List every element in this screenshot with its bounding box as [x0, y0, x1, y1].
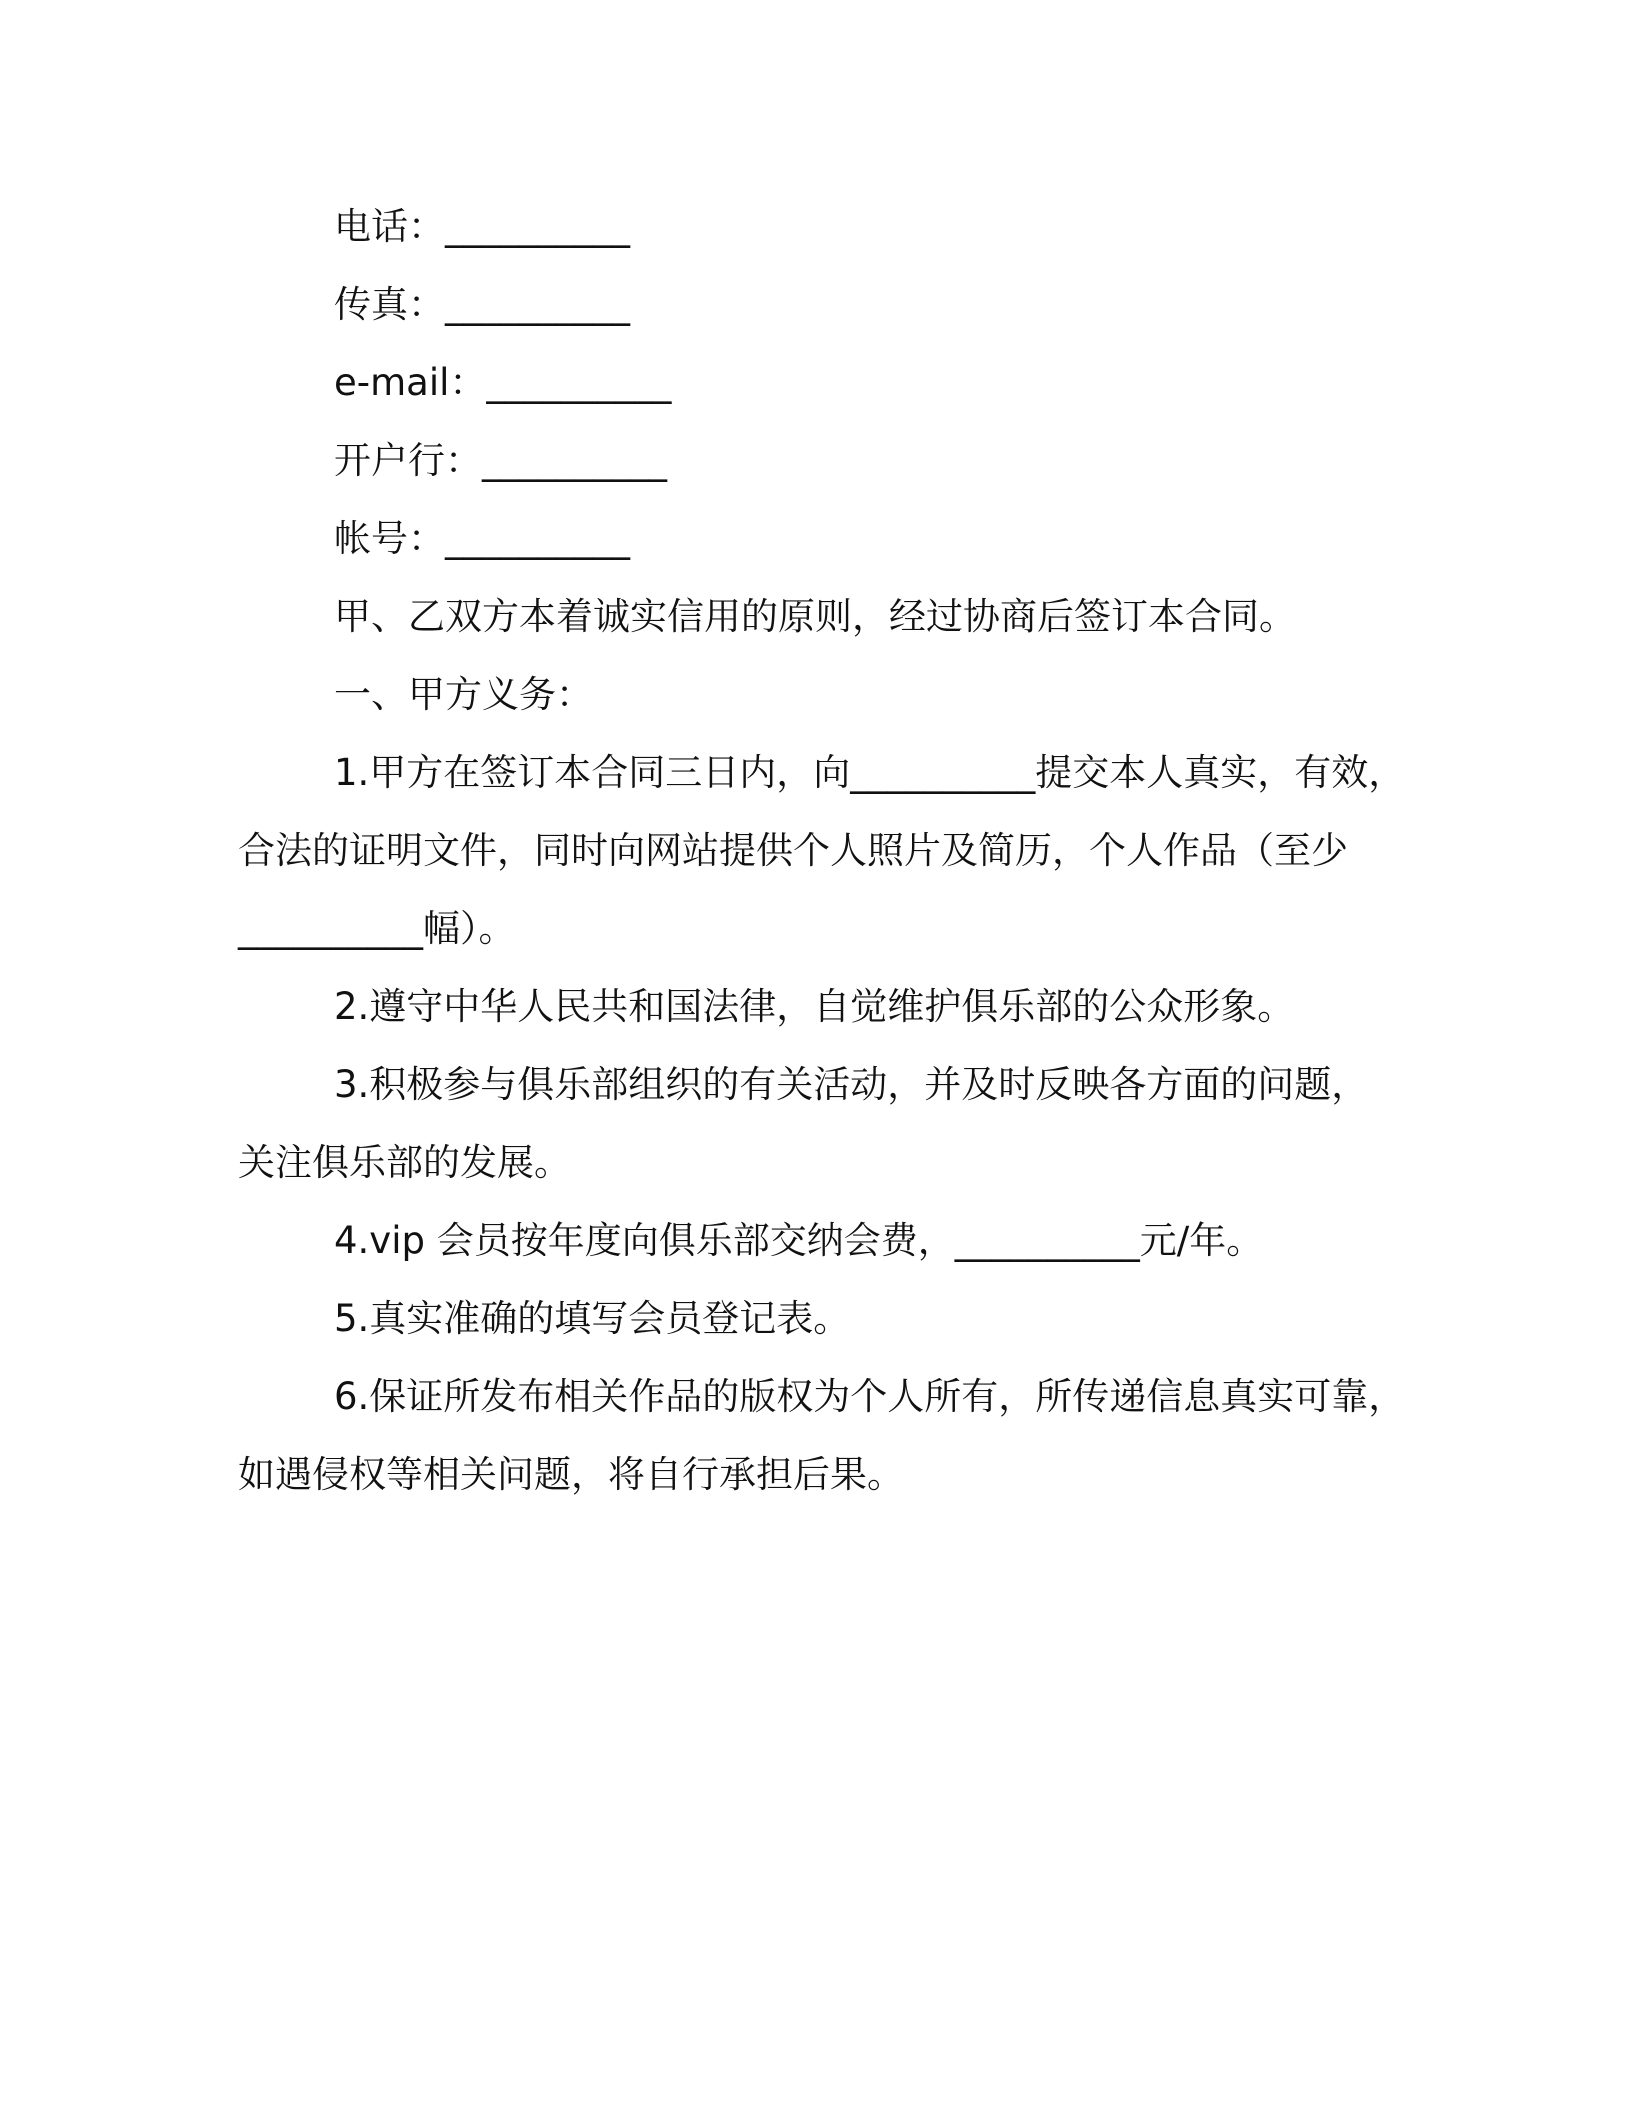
- obligation-line: 6.保证所发布相关作品的版权为个人所有，所传递信息真实可靠，: [334, 1375, 1406, 1418]
- obligation-item-2: [238, 968, 1404, 1046]
- bank-label: 开户行：: [334, 439, 482, 482]
- email-field: [238, 344, 1404, 422]
- obligation-line: 3.积极参与俱乐部组织的有关活动，并及时反映各方面的问题，: [334, 1063, 1369, 1106]
- obligation-item-1: [238, 734, 1404, 968]
- email-blank: __________: [486, 361, 672, 404]
- obligation-item-3: [238, 1046, 1404, 1202]
- phone-label: 电话：: [334, 205, 445, 248]
- obligation-line: 5.真实准确的填写会员登记表。: [334, 1297, 851, 1340]
- obligation-line: 合法的证明文件，同时向网站提供个人照片及简历，个人作品（至少: [238, 829, 1348, 872]
- fax-blank: __________: [445, 283, 630, 326]
- obligation-line: 1.甲方在签订本合同三日内，向__________提交本人真实，有效，: [334, 751, 1406, 794]
- obligation-line: 2.遵守中华人民共和国法律，自觉维护俱乐部的公众形象。: [334, 985, 1295, 1028]
- bank-field: [238, 422, 1404, 500]
- account-blank: __________: [445, 517, 630, 560]
- obligation-line: 关注俱乐部的发展。: [238, 1141, 571, 1184]
- section-heading: 一、甲方义务：: [334, 673, 593, 716]
- document-body: [238, 188, 1404, 1514]
- intro-paragraph: 甲、乙双方本着诚实信用的原则，经过协商后签订本合同。: [334, 595, 1296, 638]
- email-label: e-mail：: [334, 361, 487, 404]
- bank-blank: __________: [482, 439, 667, 482]
- phone-field: [238, 188, 1404, 266]
- obligation-item-5: [238, 1280, 1404, 1358]
- obligation-line: 4.vip 会员按年度向俱乐部交纳会费，__________元/年。: [334, 1219, 1264, 1262]
- obligation-line: __________幅）。: [238, 907, 516, 950]
- account-label: 帐号：: [334, 517, 445, 560]
- account-field: [238, 500, 1404, 578]
- obligation-item-4: [238, 1202, 1404, 1280]
- fax-label: 传真：: [334, 283, 445, 326]
- fax-field: [238, 266, 1404, 344]
- obligation-line: 如遇侵权等相关问题，将自行承担后果。: [238, 1453, 904, 1496]
- obligation-item-6: [238, 1358, 1404, 1514]
- phone-blank: __________: [445, 205, 630, 248]
